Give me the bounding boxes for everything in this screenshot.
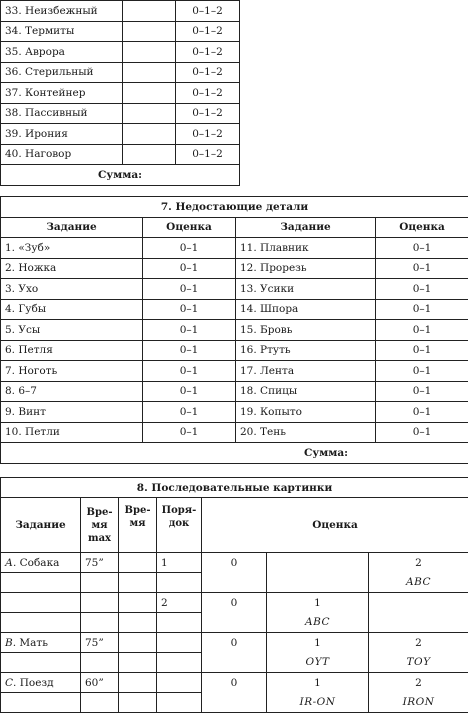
section8-col-order: Поря- док <box>157 498 202 553</box>
mat-score-2: 2 <box>369 633 468 653</box>
mat-empty-1 <box>1 653 81 673</box>
section6-blank <box>123 103 176 124</box>
section7-row <box>1 402 468 423</box>
task-sobaka: А. Собака <box>1 553 81 573</box>
section7-score-left: 0–1 <box>143 238 236 259</box>
section6-task: 37. Контейнер <box>1 83 123 104</box>
section7-task-left: 9. Винт <box>1 402 143 423</box>
section7-task-left: 2. Ножка <box>1 258 143 279</box>
mat-answer-2: TOY <box>369 653 468 673</box>
section7-score-left: 0–1 <box>143 381 236 402</box>
section6-score: 0–1–2 <box>176 144 240 165</box>
section8-table <box>0 477 468 713</box>
section7-col-task-1: Задание <box>1 217 143 238</box>
section6-row <box>1 83 240 104</box>
poezd-order <box>157 673 202 693</box>
section7-row <box>1 258 468 279</box>
sobaka-empty-5 <box>1 593 81 613</box>
section7-sum-label: Сумма: <box>1 443 468 464</box>
section6-score: 0–1–2 <box>176 1 240 22</box>
section6-row <box>1 1 240 22</box>
poezd-empty-4 <box>157 693 202 713</box>
section7-task-left: 6. Петля <box>1 340 143 361</box>
section7-score-left: 0–1 <box>143 422 236 443</box>
section6-sum-label: Сумма: <box>1 165 240 186</box>
section7-task-right: 20. Тень <box>236 422 376 443</box>
section6-score: 0–1–2 <box>176 103 240 124</box>
task-poezd: С. Поезд <box>1 673 81 693</box>
section7-score-right: 0–1 <box>376 279 468 300</box>
sobaka-empty-7 <box>119 593 157 613</box>
section7-task-right: 18. Спицы <box>236 381 376 402</box>
section6-row <box>1 62 240 83</box>
sobaka-abc-a: ABC <box>369 573 468 593</box>
section7-row <box>1 299 468 320</box>
section7-title: 7. Недостающие детали <box>1 197 468 218</box>
poezd-empty-2 <box>81 693 119 713</box>
section6-row <box>1 144 240 165</box>
section7-score-right: 0–1 <box>376 320 468 341</box>
section6-task: 34. Термиты <box>1 21 123 42</box>
section7-row <box>1 279 468 300</box>
section6-row <box>1 42 240 63</box>
section6-blank <box>123 124 176 145</box>
section6-task: 35. Аврора <box>1 42 123 63</box>
section7-row <box>1 422 468 443</box>
section6-task: 38. Пассивный <box>1 103 123 124</box>
section7-score-right: 0–1 <box>376 361 468 382</box>
mat-time <box>119 633 157 653</box>
section7-row <box>1 320 468 341</box>
sobaka-empty-4 <box>157 573 202 593</box>
section7-task-right: 13. Усики <box>236 279 376 300</box>
section7-score-left: 0–1 <box>143 258 236 279</box>
section7-score-left: 0–1 <box>143 279 236 300</box>
section7-row <box>1 361 468 382</box>
section7-score-left: 0–1 <box>143 361 236 382</box>
section8-col-task: Задание <box>1 498 81 553</box>
sobaka-timemax: 75” <box>81 553 119 573</box>
section7-task-left: 1. «Зуб» <box>1 238 143 259</box>
sobaka-empty-2 <box>81 573 119 593</box>
section6-score: 0–1–2 <box>176 21 240 42</box>
section7-score-left: 0–1 <box>143 340 236 361</box>
section6-score: 0–1–2 <box>176 42 240 63</box>
section6-score: 0–1–2 <box>176 62 240 83</box>
mat-score-1: 1 <box>267 633 369 653</box>
section7-task-right: 14. Шпора <box>236 299 376 320</box>
poezd-timemax: 60” <box>81 673 119 693</box>
section6-blank <box>123 1 176 22</box>
section8-col-time: Вре- мя <box>119 498 157 553</box>
section7-task-left: 3. Ухо <box>1 279 143 300</box>
sobaka-order-2: 2 <box>157 593 202 613</box>
section7-score-right: 0–1 <box>376 299 468 320</box>
sobaka-empty-3 <box>119 573 157 593</box>
sobaka-empty-6 <box>81 593 119 613</box>
sobaka-empty-10 <box>81 613 119 633</box>
sobaka-empty-9 <box>1 613 81 633</box>
sobaka-time <box>119 553 157 573</box>
section7-row <box>1 340 468 361</box>
sobaka-abc-b: ABC <box>267 613 369 633</box>
section7-row <box>1 381 468 402</box>
section6-task: 36. Стерильный <box>1 62 123 83</box>
section6-score: 0–1–2 <box>176 83 240 104</box>
poezd-empty-1 <box>1 693 81 713</box>
section7-score-left: 0–1 <box>143 320 236 341</box>
poezd-empty-3 <box>119 693 157 713</box>
mat-order <box>157 633 202 653</box>
sobaka-empty-1 <box>1 573 81 593</box>
section6-blank <box>123 21 176 42</box>
sobaka-score-0b: 0 <box>202 593 267 633</box>
section7-score-right: 0–1 <box>376 340 468 361</box>
poezd-score-1: 1 <box>267 673 369 693</box>
section7-score-right: 0–1 <box>376 402 468 423</box>
sobaka-empty-8 <box>369 593 468 633</box>
mat-timemax: 75” <box>81 633 119 653</box>
section6-task: 39. Ирония <box>1 124 123 145</box>
section6-table <box>0 0 240 186</box>
section7-table <box>0 196 468 464</box>
section7-task-left: 10. Петли <box>1 422 143 443</box>
poezd-score-2: 2 <box>369 673 468 693</box>
mat-empty-2 <box>81 653 119 673</box>
section7-task-left: 4. Губы <box>1 299 143 320</box>
section7-task-right: 19. Копыто <box>236 402 376 423</box>
section7-col-task-2: Задание <box>236 217 376 238</box>
section7-score-right: 0–1 <box>376 422 468 443</box>
section7-score-right: 0–1 <box>376 258 468 279</box>
section8-col-timemax: Вре- мя max <box>81 498 119 553</box>
section6-score: 0–1–2 <box>176 124 240 145</box>
section7-task-left: 7. Ноготь <box>1 361 143 382</box>
mat-empty-3 <box>119 653 157 673</box>
section8-title: 8. Последовательные картинки <box>1 478 468 498</box>
sobaka-empty-11 <box>119 613 157 633</box>
mat-score-0: 0 <box>202 633 267 673</box>
section8-col-score: Оценка <box>202 498 468 553</box>
section6-blank <box>123 42 176 63</box>
section7-row <box>1 238 468 259</box>
section7-task-right: 17. Лента <box>236 361 376 382</box>
sobaka-score-1b: 1 <box>267 593 369 613</box>
poezd-score-0: 0 <box>202 673 267 713</box>
section6-blank <box>123 83 176 104</box>
section6-blank <box>123 62 176 83</box>
section7-task-right: 15. Бровь <box>236 320 376 341</box>
poezd-answer-1: IR-ON <box>267 693 369 713</box>
sobaka-empty-12 <box>157 613 202 633</box>
sobaka-order-1: 1 <box>157 553 202 573</box>
section6-row <box>1 21 240 42</box>
section7-task-left: 8. 6–7 <box>1 381 143 402</box>
sobaka-score-1a <box>267 553 369 593</box>
section7-task-left: 5. Усы <box>1 320 143 341</box>
task-mat: В. Мать <box>1 633 81 653</box>
section7-task-right: 16. Ртуть <box>236 340 376 361</box>
section6-task: 33. Неизбежный <box>1 1 123 22</box>
section7-score-left: 0–1 <box>143 299 236 320</box>
section7-task-right: 12. Прорезь <box>236 258 376 279</box>
section7-score-right: 0–1 <box>376 381 468 402</box>
section7-col-score-1: Оценка <box>143 217 236 238</box>
mat-answer-1: OYT <box>267 653 369 673</box>
section6-blank <box>123 144 176 165</box>
sobaka-score-2a: 2 <box>369 553 468 573</box>
section7-score-left: 0–1 <box>143 402 236 423</box>
section7-score-right: 0–1 <box>376 238 468 259</box>
mat-empty-4 <box>157 653 202 673</box>
section6-row <box>1 124 240 145</box>
poezd-time <box>119 673 157 693</box>
sobaka-score-0a: 0 <box>202 553 267 593</box>
section7-task-right: 11. Плавник <box>236 238 376 259</box>
section6-task: 40. Наговор <box>1 144 123 165</box>
section6-row <box>1 103 240 124</box>
section7-col-score-2: Оценка <box>376 217 468 238</box>
poezd-answer-2: IRON <box>369 693 468 713</box>
